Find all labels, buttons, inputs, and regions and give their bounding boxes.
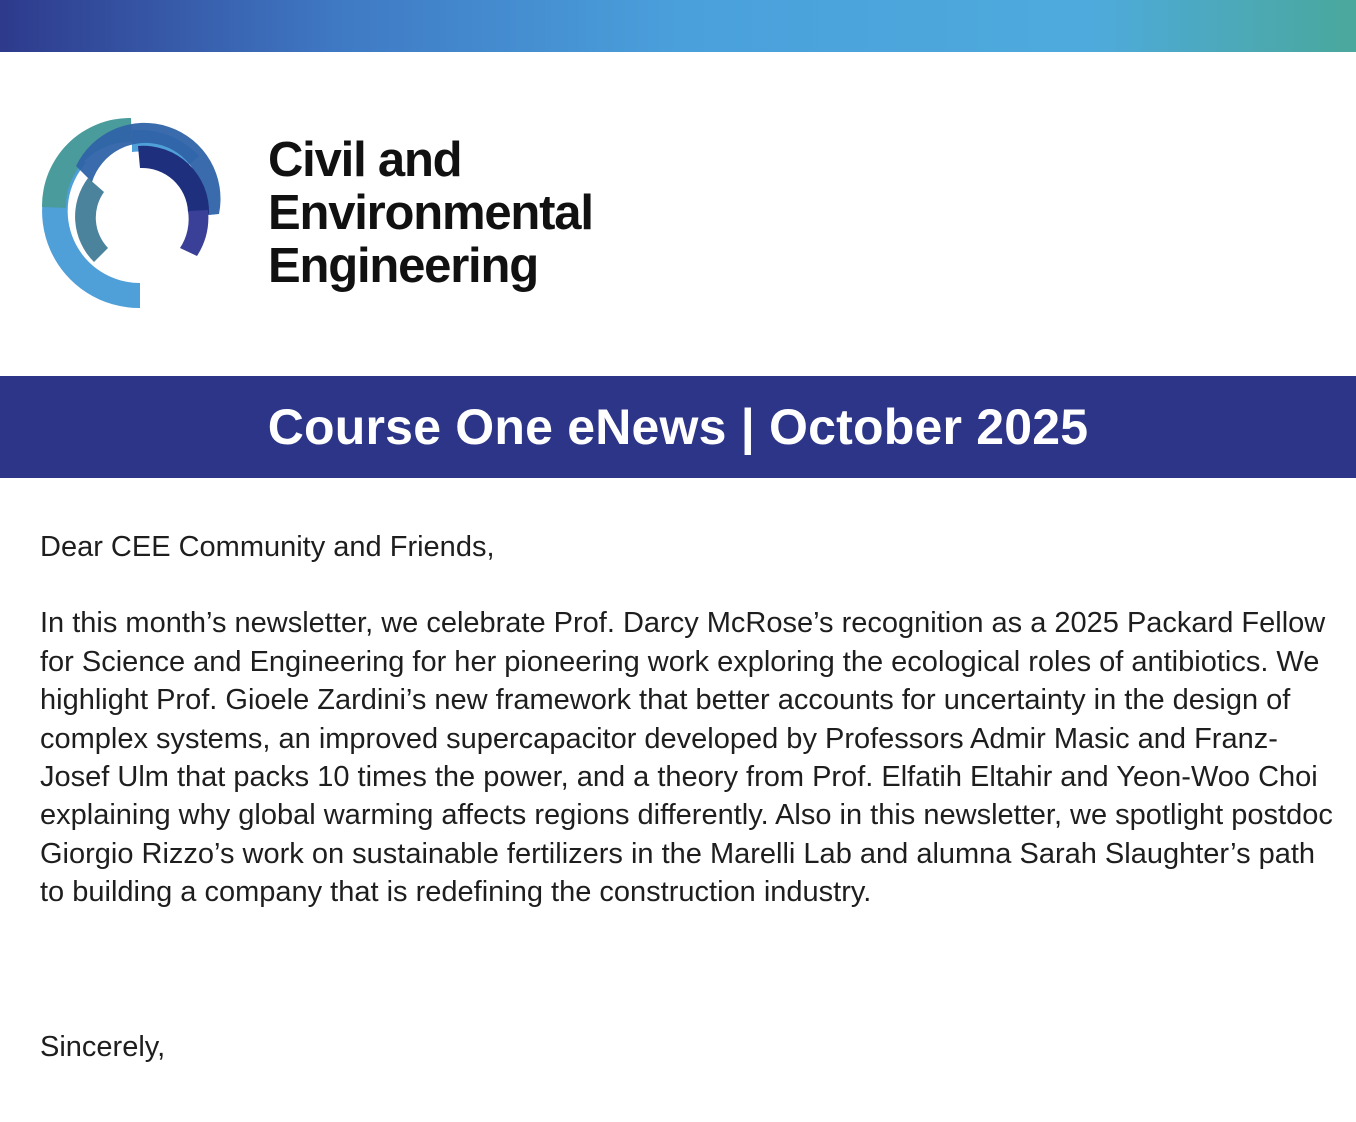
department-logo[interactable] (28, 112, 648, 322)
newsletter-body (40, 528, 1340, 912)
intro-paragraph: In this month’s newsletter, we celebrate Prof. Darcy McRose’s recognition as a 2025 Packard Fellow for Science and Engineering for her pioneering work exploring the ecological roles of antibiotics. We highlight Prof. Gioele Zardini’s new framework that better accounts for uncertainty in the design of complex systems, an improved supercapacitor developed by Professors Admir Masic and Franz-Josef Ulm that packs 10 times the power, and a theory from Prof. Elfatih Eltahir and Yeon-Woo Choi explaining why global warming affects regions differently. Also in this newsletter, we spotlight postdoc Giorgio Rizzo’s work on sustainable fertilizers in the Marelli Lab and alumna Sarah Slaughter’s path to building a company that is redefining the construction industry. (40, 607, 1333, 909)
cee-ring-logo-icon (28, 112, 228, 312)
top-gradient-bar (0, 0, 1356, 52)
department-name-line-1: Civil and (268, 133, 462, 187)
department-name-line-3: Engineering (268, 239, 538, 293)
greeting-text: Dear CEE Community and Friends, (40, 531, 495, 563)
signoff-text: Sincerely, (40, 1031, 166, 1063)
newsletter-title: Course One eNews | October 2025 (267, 399, 1089, 455)
department-name (268, 134, 593, 293)
newsletter-banner (0, 376, 1356, 478)
department-name-line-2: Environmental (268, 186, 593, 240)
